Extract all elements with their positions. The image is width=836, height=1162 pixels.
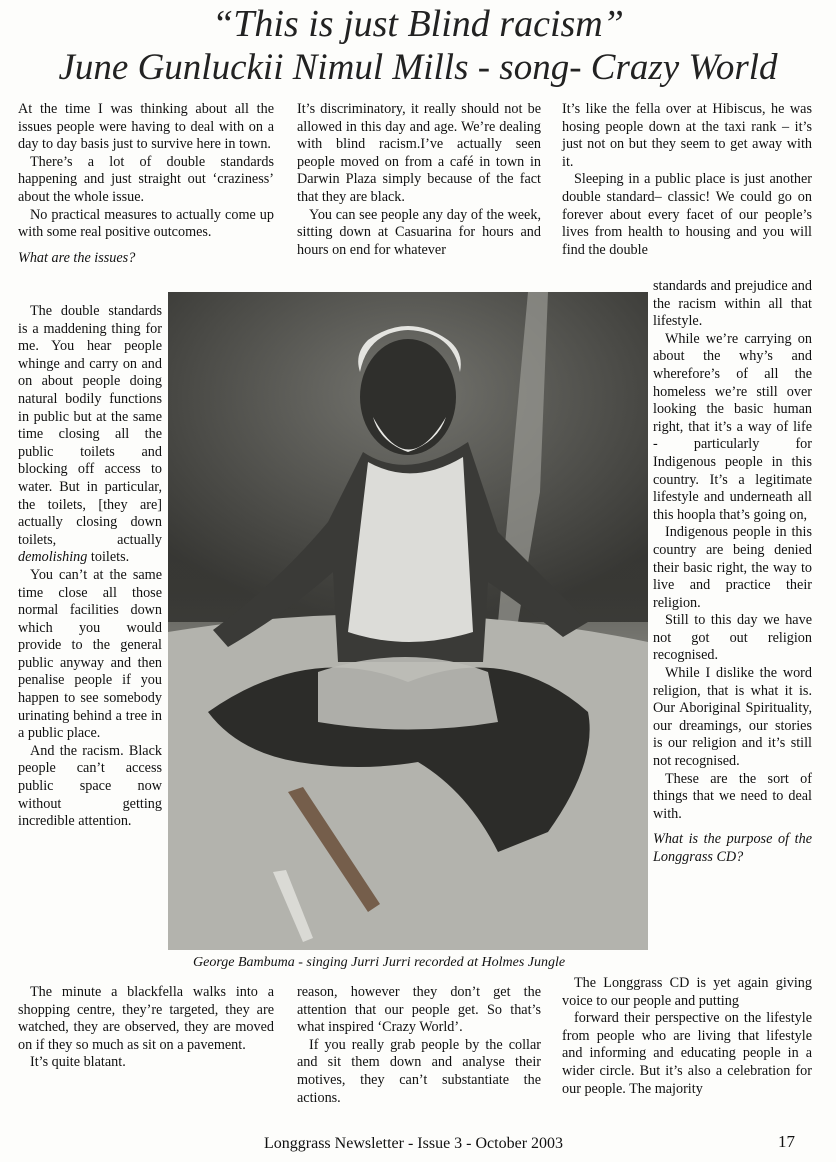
photo-illustration — [168, 292, 648, 950]
article-title: “This is just Blind racism” — [212, 3, 624, 45]
column-3-narrow — [653, 278, 812, 875]
paragraph: If you really grab people by the collar and sit them down and analyse their motives, they can’t substantiate the actions. — [297, 1036, 541, 1106]
emphasis-text: demolishing — [18, 549, 88, 566]
column-1-narrow — [18, 303, 162, 831]
paragraph: There’s a lot of double standards happening and just straight out ‘craziness’ about the whole issue. — [18, 153, 274, 205]
footer-publication: Longgrass Newsletter - Issue 3 - October 2003 — [264, 1135, 564, 1152]
paragraph: Sleeping in a public place is just another double standard– classic! We could go on forever about every facet of our people’s lives from health to housing and you will find the double — [562, 171, 812, 258]
question-heading: What are the issues? — [18, 249, 136, 266]
sarong — [318, 657, 498, 730]
column-2-bottom — [297, 984, 541, 1107]
paragraph — [18, 303, 162, 567]
paragraph: No practical measures to actually come up with some real positive outcomes. — [18, 206, 274, 241]
column-1-bottom — [18, 984, 274, 1072]
paragraph: At the time I was thinking about all the issues people were having to deal with on a day to day basis just to survive here in town. — [18, 101, 274, 153]
paragraph: These are the sort of things that we need to deal with. — [653, 770, 812, 822]
paragraph: It’s like the fella over at Hibiscus, he was hosing people down at the taxi rank – it’s just not on but they seem to get away with it. — [562, 101, 812, 170]
paragraph: And the racism. Black people can’t access public space now without getting incredible attention. — [18, 742, 162, 830]
paragraph: The Longgrass CD is yet again giving voice to our people and putting — [562, 975, 812, 1009]
paragraph: Still to this day we have not got out religion recognised. — [653, 612, 812, 664]
column-3-top — [562, 101, 812, 259]
paragraph: While I dislike the word religion, that is what it is. Our Aboriginal Spirituality, our dreamings, our stories is our religion and it’s still not recognised. — [653, 665, 812, 770]
photo-caption: George Bambuma - singing Jurri Jurri recorded at Holmes Jungle — [193, 955, 566, 970]
question-heading: What is the purpose of the Longgrass CD? — [653, 831, 812, 865]
paragraph: You can’t at the same time close all those normal facilities down which you would provide to the general public anyway and then penalise people if you happen to see somebody urinating behind a tree in a public place. — [18, 566, 162, 742]
paragraph: While we’re carrying on about the why’s and wherefore’s of all the homeless we’re still over looking the basic human right, that it’s a way of life - particularly for Indigenous people in this country. It’s a legitimate lifestyle and underneath all this hoopla that’s going on, — [653, 330, 812, 523]
paragraph: forward their perspective on the lifestyle from people who are living that lifestyle and informing and educating people in a wider circle. But it’s also a celebration for our people. The majority — [562, 1010, 812, 1097]
column-2-top — [297, 101, 541, 259]
paragraph: reason, however they don’t get the attention that our people get. So that’s what inspired ‘Crazy World’. — [297, 984, 541, 1036]
column-1-top — [18, 101, 274, 275]
head — [360, 339, 456, 455]
column-3-bottom — [562, 975, 812, 1098]
article-photo — [168, 292, 648, 950]
page-number: 17 — [778, 1132, 795, 1151]
paragraph: It’s quite blatant. — [30, 1054, 126, 1071]
singlet — [348, 457, 473, 642]
article-subtitle: June Gunluckii Nimul Mills - song- Crazy World — [58, 47, 778, 88]
paragraph-text-tail: toilets. — [87, 549, 130, 566]
paragraph: The minute a blackfella walks into a shopping centre, they’re targeted, they are watched, they are observed, they are moved on if they so much as sit on a pavement. — [18, 984, 274, 1053]
paragraph: Indigenous people in this country are being denied their basic right, the way to live and practice their religion. — [653, 524, 812, 611]
paragraph: standards and prejudice and the racism within all that lifestyle. — [653, 278, 812, 330]
paragraph: It’s discriminatory, it really should not be allowed in this day and age. We’re dealing with blind racism.I’ve actually seen people moved on from a café in town in Darwin Plaza simply because of the fact that they are black. — [297, 101, 541, 205]
paragraph: You can see people any day of the week, sitting down at Casuarina for hours and hours on end for whatever — [297, 206, 541, 258]
paragraph-text: The double standards is a maddening thing for me. You hear people whinge and carry on and on about people doing natural bodily functions in public but at the same time closing all the public toilets and blocking off access to water. But in particular, the toilets, [they are] actually closing down toilets, actually — [18, 303, 162, 548]
